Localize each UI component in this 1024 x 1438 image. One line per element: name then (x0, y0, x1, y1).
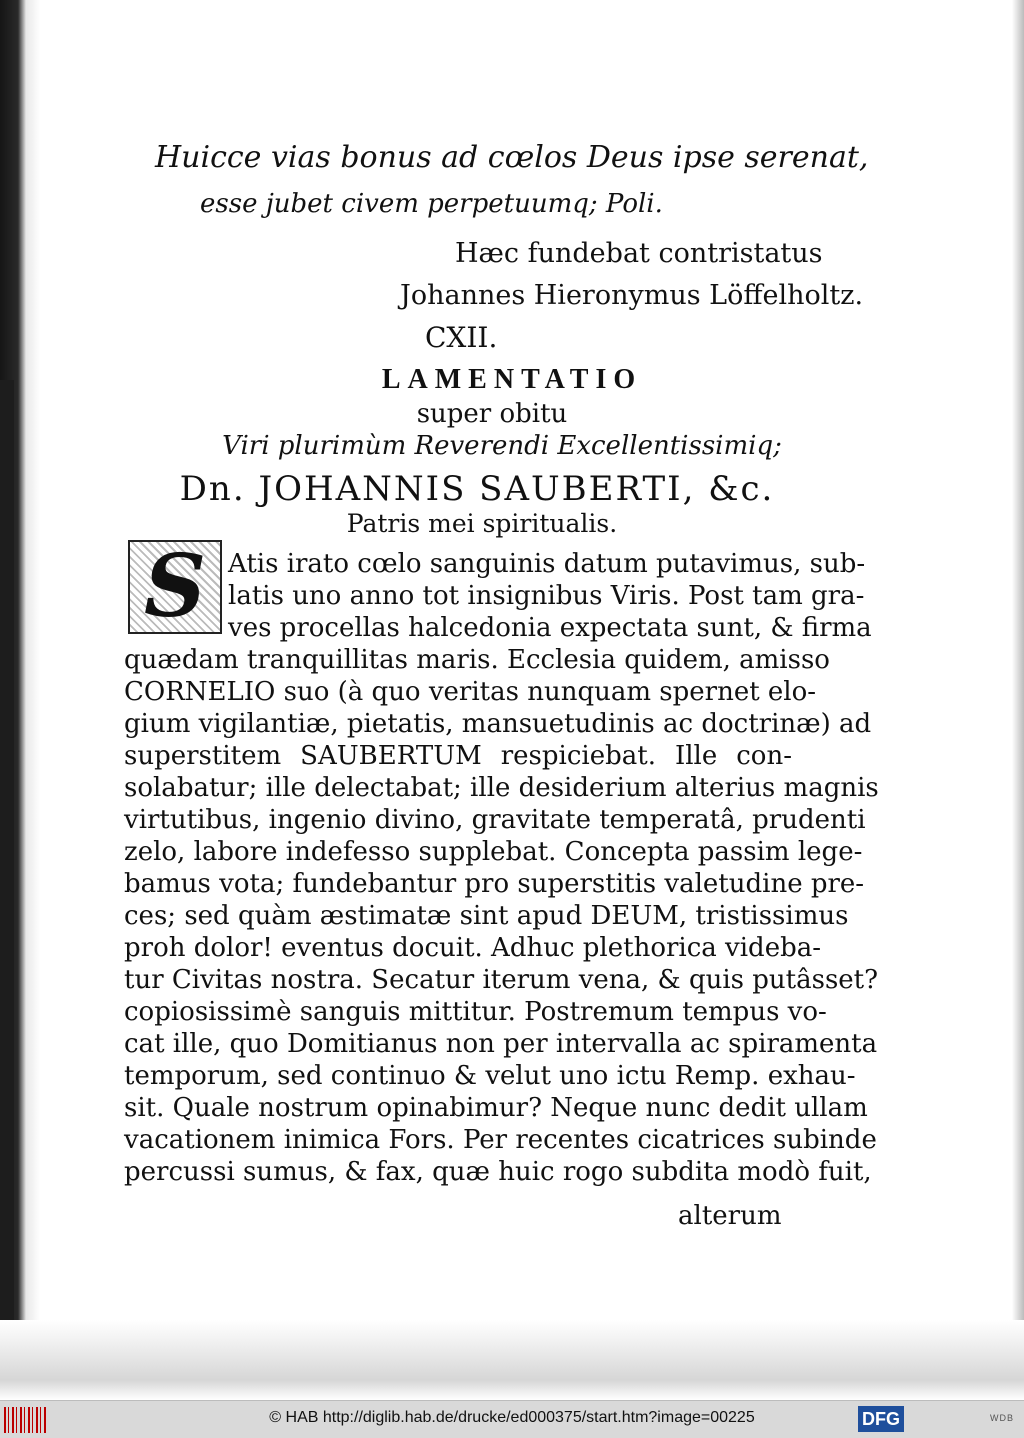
honorific-line: Viri plurimùm Reverendi Excellentissimiq; (222, 431, 782, 461)
body-line: copiosissimè sanguis mittitur. Postremum tempus vo- (124, 997, 827, 1027)
body-line: percussi sumus, & fax, quæ huic rogo subdita modò fuit, (124, 1157, 872, 1187)
body-line: latis uno anno tot insignibus Viris. Post tam gra- (228, 581, 865, 611)
section-number: CXII. (425, 321, 498, 354)
body-line: CORNELIO suo (à quo veritas nunquam spernet elo- (124, 677, 817, 707)
page-bottom-edge (0, 1320, 1024, 1400)
body-line: quædam tranquillitas maris. Ecclesia quidem, amisso (124, 645, 830, 675)
body-line: proh dolor! eventus docuit. Adhuc plethorica videba- (124, 933, 822, 963)
body-line: virtutibus, ingenio divino, gravitate temperatâ, prudenti (124, 805, 866, 835)
dfg-logo[interactable]: DFG (858, 1406, 904, 1432)
body-line: bamus vota; fundebantur pro superstitis valetudine pre- (124, 869, 865, 899)
body-line: gium vigilantiæ, pietatis, mansuetudinis ac doctrinæ) ad (124, 709, 872, 739)
body-line: solabatur; ille delectabat; ille desiderium alterius magnis (124, 773, 879, 803)
signoff-line-2: Johannes Hieronymus Löffelholtz. (400, 280, 864, 311)
body-line: ces; sed quàm æstimatæ sint apud DEUM, tristissimus (124, 901, 849, 931)
body-line: cat ille, quo Domitianus non per intervalla ac spiramenta (124, 1029, 878, 1059)
verse-line-2: esse jubet civem perpetuumq; Poli. (200, 189, 663, 219)
body-line: superstitem SAUBERTUM respiciebat. Ille con- (124, 741, 792, 771)
dedicatee-name: Dn. JOHANNIS SAUBERTI, &c. (179, 469, 775, 509)
page-gutter-shadow (0, 0, 110, 1400)
section-subheading: super obitu (416, 399, 568, 429)
signoff-line-1: Hæc fundebat contristatus (455, 238, 823, 269)
section-heading: LAMENTATIO (381, 364, 643, 395)
body-line: sit. Quale nostrum opinabimur? Neque nunc dedit ullam (124, 1093, 868, 1123)
decorated-initial: S (128, 540, 222, 634)
copyright-link[interactable]: © HAB http://diglib.hab.de/drucke/ed000375/start.htm?image=00225 (269, 1409, 755, 1426)
catchword: alterum (678, 1201, 782, 1231)
relation-line: Patris mei spiritualis. (346, 509, 618, 538)
body-line: tur Civitas nostra. Secatur iterum vena, & quis putâsset? (124, 965, 879, 995)
body-line: zelo, labore indefesso supplebat. Concepta passim lege- (124, 837, 863, 867)
wdb-mark: WDB (990, 1413, 1014, 1423)
body-line: temporum, sed continuo & velut uno ictu Remp. exhau- (124, 1061, 856, 1091)
page-right-edge (1012, 0, 1024, 1400)
body-line: ves procellas halcedonia expectata sunt, & firma (228, 613, 872, 643)
body-line: Atis irato cœlo sanguinis datum putavimus, sub- (228, 549, 866, 579)
verse-line-1: Huicce vias bonus ad cœlos Deus ipse serenat, (155, 140, 869, 175)
viewer-footer (0, 1400, 1024, 1438)
body-line: vacationem inimica Fors. Per recentes cicatrices subinde (124, 1125, 877, 1155)
